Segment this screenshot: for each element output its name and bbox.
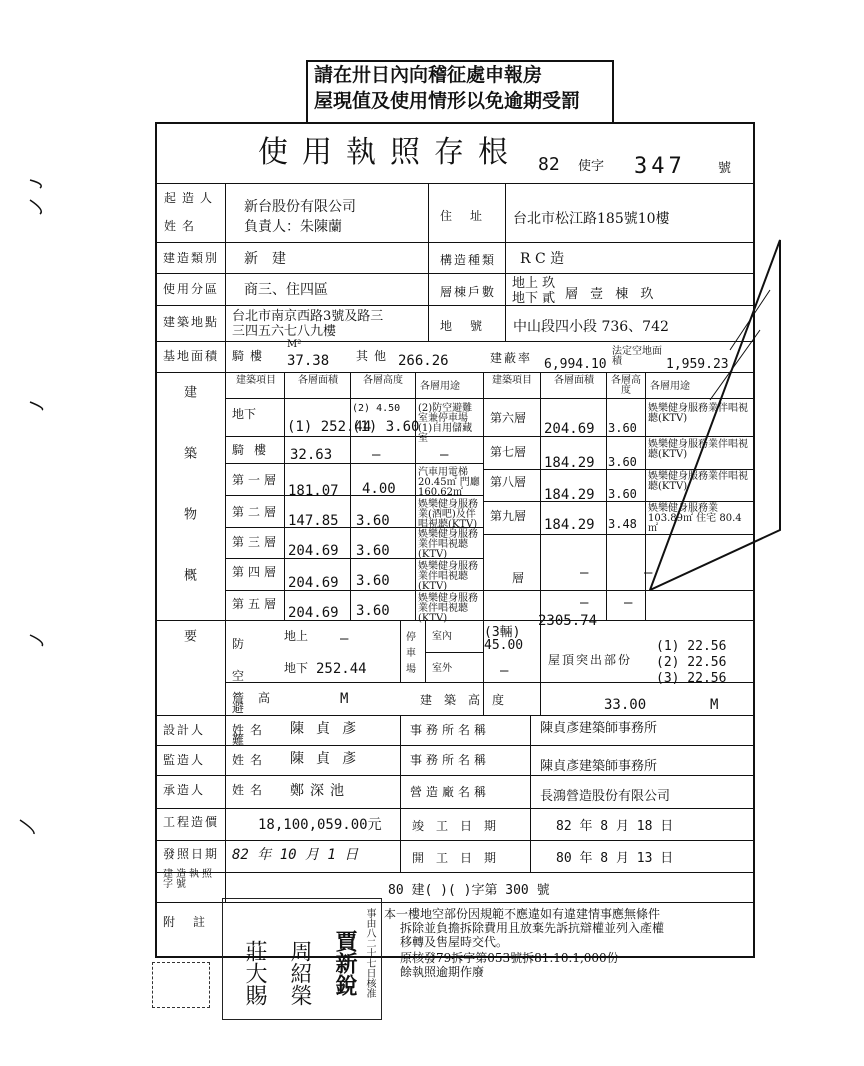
floor-area: 184.29 <box>544 487 595 503</box>
rule <box>225 590 483 591</box>
lot-label: 地號 <box>440 319 501 333</box>
diagonal-stamp <box>630 230 790 590</box>
floor-use: 娛樂健身服務業伴唱視聽(KTV) <box>648 403 748 424</box>
floor-use: 娛樂健身服務業伴唱視聽(KTV) <box>418 561 478 592</box>
designer-label: 設計人 <box>163 723 206 737</box>
rule <box>225 183 226 903</box>
floor-area: 204.69 <box>288 605 339 621</box>
floors-label: 層棟戶數 <box>440 285 497 299</box>
other-value: 266.26 <box>398 353 449 369</box>
permit-hao: 號 <box>718 161 732 176</box>
floor-height: 4.00 <box>362 481 396 497</box>
floor-area: 204.69 <box>288 575 339 591</box>
form-title: 使用執照存根 <box>258 135 522 170</box>
zoning-label: 使用分區 <box>163 282 220 296</box>
stamp-4: 事由八二十七日核准 <box>364 908 375 998</box>
binder-marks <box>0 170 70 870</box>
site-addr1: 台北市南京西路3號及路三 <box>232 309 384 324</box>
overview-side-label: 建築物概要 <box>181 385 196 690</box>
notice-line1-a: 請在卅日內向 <box>314 64 429 86</box>
finish-value: 82 年 8 月 18 日 <box>556 819 674 834</box>
floor-item: 第三層 <box>232 535 281 549</box>
notice-line1 <box>314 66 542 85</box>
head-item: 建築項目 <box>236 375 276 386</box>
contractor-firm: 長鴻營造股份有限公司 <box>540 789 671 804</box>
notes-line4: 原核發79拆字第053號拆81.10.1,000份 <box>400 951 619 965</box>
designer-office-label: 事務所名稱 <box>410 723 491 737</box>
notes-line3: 移轉及售屋時交代。 <box>400 935 509 949</box>
struct-value: R C 造 <box>520 251 565 267</box>
rule <box>225 527 483 528</box>
floor-area: 204.69 <box>288 543 339 559</box>
designer-name-label: 姓名 <box>232 723 269 737</box>
builder-addr-label: 住址 <box>440 209 501 223</box>
floor-area: 184.29 <box>544 455 595 471</box>
lot-value: 中山段四小段 736、742 <box>513 319 669 335</box>
designer-office: 陳貞彥建築師事務所 <box>540 721 658 736</box>
floor-height: (1) 3.60 <box>352 419 420 435</box>
rule <box>155 872 753 873</box>
open-label: 法定空地面積 <box>612 346 662 367</box>
floor-item: 層 <box>512 571 525 585</box>
permit-label: 建造執照字號 <box>163 869 215 890</box>
head-item2: 建築項目 <box>492 375 532 386</box>
supervisor-label: 監造人 <box>163 753 206 767</box>
arcade-label: 騎樓 <box>232 349 269 363</box>
shelter-below: 地下 <box>284 661 309 675</box>
floor-use: 娛樂健身服務業伴唱視聽(KTV) <box>418 593 478 624</box>
notice-line2: 屋現值及使用情形以免逾期受罰 <box>314 90 581 112</box>
cost-value: 18,100,059.00元 <box>258 817 382 833</box>
rule <box>225 436 483 437</box>
rule <box>400 620 401 682</box>
head-height: 各層高度 <box>363 375 403 386</box>
floors-b: 地下 貳 <box>512 291 556 306</box>
notes-label: 附註 <box>163 915 224 929</box>
floor-use: 娛樂健身服務業(酒吧)及伴唱視聽(KTV) <box>418 499 478 530</box>
designer-name: 陳貞彥 <box>290 721 368 737</box>
contractor-name-label: 姓名 <box>232 783 269 797</box>
eave-value: M <box>340 691 349 707</box>
floor-height2: (2) 4.50 <box>352 403 401 414</box>
floor-use: (2)防空避難室兼停車場 (1)自用儲藏室 <box>418 403 473 444</box>
floor-item: 第七層 <box>490 445 527 459</box>
site-addr2: 三四五六七八九樓 <box>232 324 337 339</box>
start-value: 80 年 8 月 13 日 <box>556 851 674 866</box>
arcade-value: 37.38 <box>287 353 330 369</box>
rule <box>505 183 506 342</box>
supervisor-name-label: 姓名 <box>232 753 269 767</box>
floor-area: — <box>580 595 589 611</box>
floor-height: — <box>624 595 633 611</box>
rule <box>425 620 426 682</box>
floor-item: 第一層 <box>232 473 281 487</box>
zoning-value: 商三、住四區 <box>244 282 328 298</box>
coverage-value: 6,994.10 <box>544 357 607 372</box>
builder-rep: 負責人：朱陳蘭 <box>244 219 342 235</box>
rule <box>400 715 401 873</box>
arcade-unit: M² <box>287 339 302 350</box>
floor-height: 3.60 <box>608 421 637 435</box>
floor-height: 3.48 <box>608 517 637 531</box>
shelter-label: 防空避難 <box>232 637 261 747</box>
rule <box>425 652 483 653</box>
floor-height: 3.60 <box>608 455 637 469</box>
rule <box>155 183 753 184</box>
parking-outside-val: — <box>500 663 509 679</box>
permit-value: 80 建( )( )字第 300 號 <box>388 883 550 898</box>
floor-area: 204.69 <box>544 421 595 437</box>
head-height2: 各層高度 <box>611 375 641 396</box>
rule <box>225 558 483 559</box>
supervisor-office: 陳貞彥建築師事務所 <box>540 759 658 774</box>
floors-c: 層 壹 棟 玖 <box>565 287 658 302</box>
roof-v2: (2) 22.56 <box>656 655 727 670</box>
notes-line2: 拆除並負擔拆除費用且放棄先訴抗辯權並列入產權 <box>400 921 665 935</box>
notes-line5: 餘執照逾期作廢 <box>400 965 485 979</box>
parking-inside-val: (3輛) 45.00 <box>484 625 524 653</box>
rule <box>225 463 483 464</box>
contractor-label: 承造人 <box>163 783 206 797</box>
builder-name: 新台股份有限公司 <box>244 199 356 215</box>
floor-item: 第六層 <box>490 411 527 425</box>
floor-use: 娛樂健身服務業 103.89㎡ 住宅 80.4㎡ <box>648 503 742 534</box>
other-label: 其他 <box>356 349 393 363</box>
floor-height: — <box>372 447 381 463</box>
rule <box>483 372 484 715</box>
cost-label: 工程造價 <box>163 815 220 829</box>
floor-height: 3.60 <box>356 513 390 529</box>
floor-height: — <box>644 565 653 581</box>
head-use: 各層用途 <box>420 381 460 392</box>
stamp-3: 賈新銳 <box>332 930 358 996</box>
rule <box>155 775 753 776</box>
floor-area: (1) 252.44 <box>287 419 372 435</box>
category-value: 新建 <box>244 251 300 267</box>
floor-height: 3.60 <box>356 603 390 619</box>
area-label: 基地面積 <box>163 349 220 363</box>
floor-item: 地下 <box>232 407 257 421</box>
floor-area: — <box>580 565 589 581</box>
start-label: 開工日期 <box>412 851 509 865</box>
floor-use: 娛樂健身服務業伴唱視聽(KTV) <box>648 439 748 460</box>
permit-zi: 使字 <box>578 159 605 174</box>
supervisor-office-label: 事務所名稱 <box>410 753 491 767</box>
shelter-above-val: — <box>340 631 349 647</box>
parking-outside: 室外 <box>432 663 452 674</box>
rule <box>483 590 753 591</box>
notice-line1-b: 稽征處申報房 <box>428 64 543 86</box>
floor-area: 181.07 <box>288 483 339 499</box>
rule <box>284 372 285 620</box>
builder-label1: 起造人 <box>164 191 219 205</box>
rule <box>540 372 541 715</box>
issue-value: 82 年 10 月 1 日 <box>232 847 359 863</box>
floor-area: 184.29 <box>544 517 595 533</box>
head-use2: 各層用途 <box>650 381 690 392</box>
supervisor-name: 陳貞彥 <box>290 751 368 767</box>
roof-v1: (1) 22.56 <box>656 639 727 654</box>
floor-item: 第九層 <box>490 509 527 523</box>
builder-addr: 台北市松江路185號10樓 <box>513 211 670 227</box>
floor-item: 第二層 <box>232 505 281 519</box>
rule <box>606 372 607 620</box>
floor-use: 娛樂健身服務業伴唱視聽(KTV) <box>418 529 478 560</box>
permit-number: 347 <box>634 154 686 179</box>
rule <box>225 495 483 496</box>
coverage-label: 建蔽率 <box>490 351 533 365</box>
floors-a: 地上 玖 <box>512 276 556 291</box>
notes-line1: 本一樓地空部份因規範不應違如有違建情事應無條件 <box>384 907 661 921</box>
builder-label2: 姓名 <box>164 219 201 233</box>
floor-height: 3.60 <box>356 543 390 559</box>
permit-year: 82 <box>538 154 560 175</box>
rule <box>530 715 531 873</box>
floor-height: 3.60 <box>608 487 637 501</box>
rule <box>155 808 753 809</box>
head-area: 各層面積 <box>298 375 338 386</box>
floor-area: 32.63 <box>290 447 333 463</box>
contractor-firm-label: 營造廠名稱 <box>410 785 491 799</box>
floor-total: 2305.74 <box>538 613 598 629</box>
rule <box>155 840 753 841</box>
corner-stamp <box>152 962 210 1008</box>
bh-value: 33.00 <box>604 697 647 713</box>
category-label: 建造類別 <box>163 251 220 265</box>
stamp-2: 周紹榮 <box>287 940 312 1006</box>
shelter-above: 地上 <box>284 629 309 643</box>
struct-label: 構造種類 <box>440 253 497 267</box>
site-label: 建築地點 <box>163 315 220 329</box>
finish-label: 竣工日期 <box>412 819 509 833</box>
open-value: 1,959.23 <box>666 357 729 372</box>
parking-inside: 室內 <box>432 631 452 642</box>
floor-height: 3.60 <box>356 573 390 589</box>
floor-item: 第八層 <box>490 475 527 489</box>
floor-area: 147.85 <box>288 513 339 529</box>
rule <box>415 372 416 620</box>
head-area2: 各層面積 <box>554 375 594 386</box>
bh-label: 建築高度 <box>420 693 517 707</box>
floor-use: — <box>440 447 449 463</box>
roof-v3: (3) 22.56 <box>656 671 727 686</box>
eave-label: 簷高 <box>232 691 285 705</box>
shelter-below-val: 252.44 <box>316 661 367 677</box>
issue-label: 發照日期 <box>163 847 220 861</box>
rule <box>350 372 351 620</box>
floor-item: 騎樓 <box>232 443 277 457</box>
parking-label: 停車場 <box>406 632 416 675</box>
contractor-name: 鄭深池 <box>290 783 350 799</box>
floor-item: 第四層 <box>232 565 281 579</box>
stamp-1: 莊大賜 <box>242 940 267 1006</box>
floor-item: 第五層 <box>232 597 281 611</box>
floor-use: 汽車用電梯 20.45㎡ 門廳 160.62㎡ <box>418 467 480 498</box>
floor-use: 娛樂健身服務業伴唱視聽(KTV) <box>648 471 748 492</box>
rule <box>428 183 429 342</box>
roof-label: 屋頂突出部份 <box>548 653 633 667</box>
bh-unit: M <box>710 697 719 713</box>
